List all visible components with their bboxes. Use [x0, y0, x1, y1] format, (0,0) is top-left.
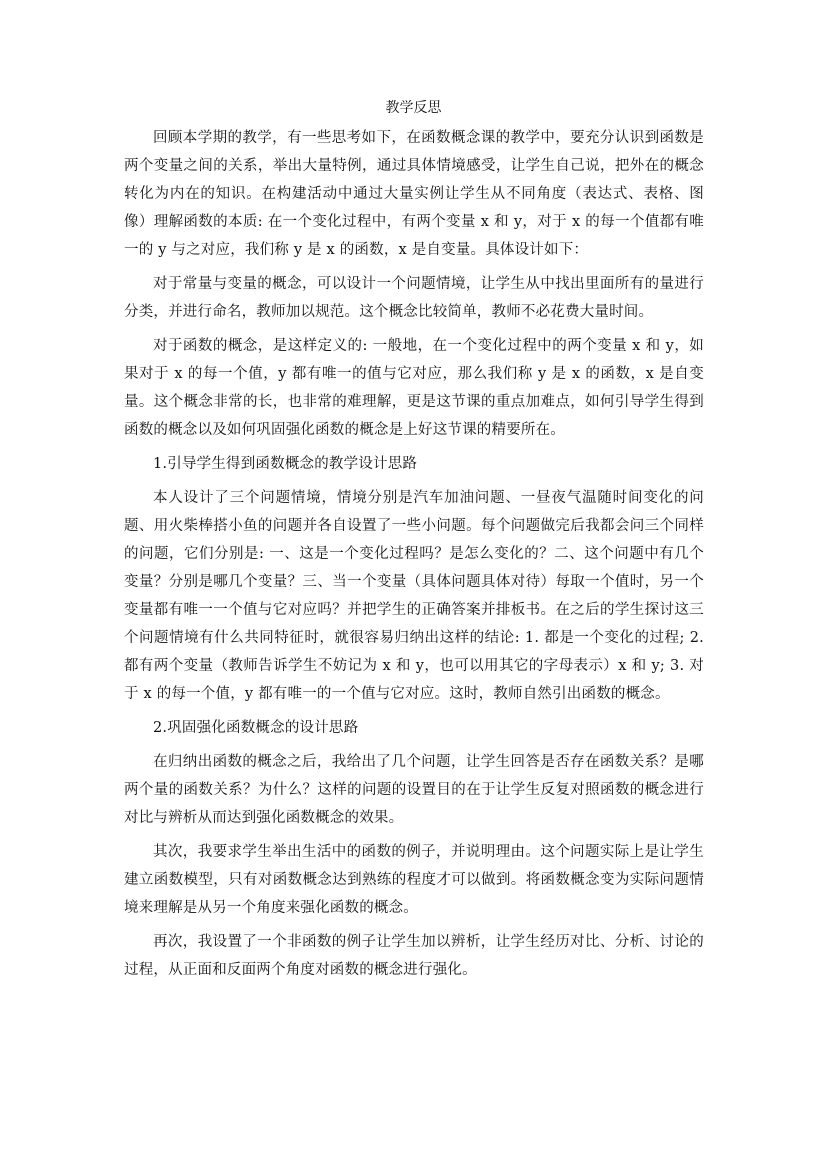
- section-heading-2: 2.巩固强化函数概念的设计思路: [153, 720, 359, 736]
- section-heading-1: 1.引导学生得到函数概念的教学设计思路: [153, 456, 418, 472]
- paragraph-intro: 回顾本学期的教学，有一些思考如下，在函数概念课的教学中，要充分认识到函数是两个变量之间的关系，举出大量特例，通过具体情境感受，让学生自己说，把外在的概念转化为内在的知识。在构建活动中通过大量实例让学生从不同角度（表达式、表格、图像）理解函数的本质: 在一个变化过程中，有两个变量 x 和 y，对于 x 的每一个值都有唯一的 y 与之对应，我们称 y 是 x 的函数，x 是自变量。具体设计如下：: [124, 130, 704, 258]
- document-body: [124, 124, 704, 990]
- document-title: 教学反思: [385, 100, 442, 116]
- paragraph-section-2: 在归纳出函数的概念之后，我给出了几个问题，让学生回答是否存在函数关系？是哪两个量的函数关系？为什么？这样的问题的设置目的在于让学生反复对照函数的概念进行对比与辨析从而达到强化函数概念的效果。: [124, 754, 704, 826]
- paragraph-second: 其次，我要求学生举出生活中的函数的例子，并说明理由。这个问题实际上是让学生建立函数模型，只有对函数概念达到熟练的程度才可以做到。将函数概念变为实际问题情境来理解是从另一个角度来强化函数的概念。: [124, 844, 704, 916]
- paragraph-constants-variables: 对于常量与变量的概念，可以设计一个问题情境，让学生从中找出里面所有的量进行分类，并进行命名，教师加以规范。这个概念比较简单，教师不必花费大量时间。: [124, 276, 704, 320]
- paragraph-function-definition: 对于函数的概念，是这样定义的: 一般地，在一个变化过程中的两个变量 x 和 y，如果对于 x 的每一个值，y 都有唯一的值与它对应，那么我们称 y 是 x 的函数，x 是自变量。这个概念非常的长，也非常的难理解，更是这节课的重点加难点，如何引导学生得到函数的概念以及如何巩固强化函数的概念是上好这节课的精要所在。: [124, 338, 704, 438]
- paragraph-section-1: 本人设计了三个问题情境，情境分别是汽车加油问题、一昼夜气温随时间变化的问题、用火柴棒搭小鱼的问题并各自设置了一些小问题。每个问题做完后我都会问三个同样的问题，它们分别是: 一、这是一个变化过程吗？是怎么变化的？二、这个问题中有几个变量？分别是哪几个变量？三、当一个变量（具体问题具体对待）每取一个值时，另一个变量都有唯一一个值与它对应吗？并把学生的正确答案并排板书。在之后的学生探讨这三个问题情境有什么共同特征时，就很容易归纳出这样的结论: 1. 都是一个变化的过程; 2. 都有两个变量（教师告诉学生不妨记为 x 和 y，也可以用其它的字母表示）x 和 y; 3. 对于 x 的每一个值，y 都有唯一的一个值与它对应。这时，教师自然引出函数的概念。: [124, 490, 704, 702]
- paragraph-third: 再次，我设置了一个非函数的例子让学生加以辨析，让学生经历对比、分析、讨论的过程，从正面和反面两个角度对函数的概念进行强化。: [124, 934, 704, 978]
